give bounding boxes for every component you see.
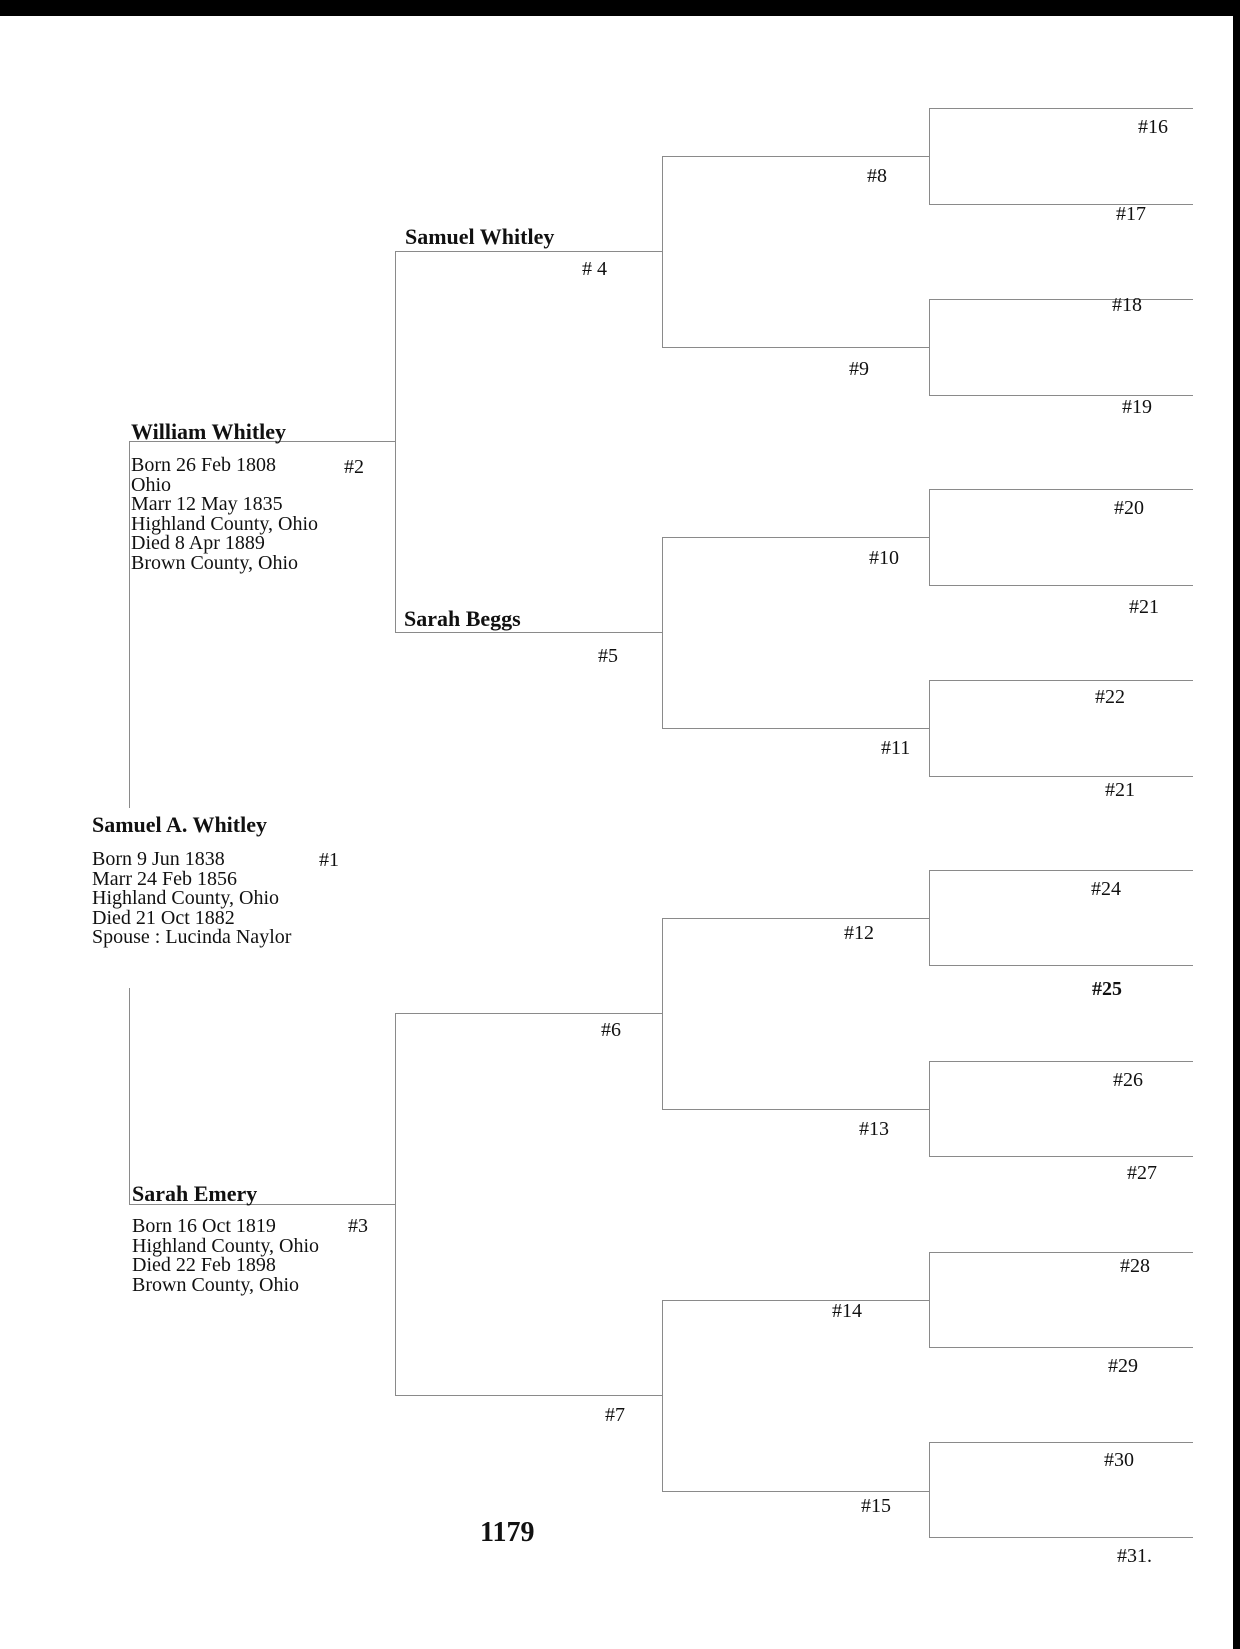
person-1-name: Samuel A. Whitley xyxy=(92,812,268,837)
detail-line: Marr 12 May 1835 xyxy=(131,493,283,515)
line-person-7 xyxy=(395,1395,662,1396)
line-person-27 xyxy=(929,1156,1193,1157)
ancestor-number-16: #16 xyxy=(1138,116,1168,138)
ancestor-number-21: #21 xyxy=(1129,596,1159,618)
line-person-9 xyxy=(662,347,929,348)
detail-line: Highland County, Ohio xyxy=(131,512,319,535)
ancestor-number-11: #11 xyxy=(881,737,911,759)
line-person-14 xyxy=(662,1300,929,1301)
person-5-name: Sarah Beggs xyxy=(404,606,521,631)
person-5-number: #5 xyxy=(598,645,618,667)
line-person-22 xyxy=(929,680,1193,681)
ancestor-number-25: #25 xyxy=(1092,978,1122,1000)
person-2-name: William Whitley xyxy=(131,419,287,444)
line-person-15 xyxy=(662,1491,929,1492)
page-number: 1179 xyxy=(480,1517,535,1548)
ancestor-number-19: #19 xyxy=(1122,396,1152,418)
ancestor-number-17: #17 xyxy=(1116,203,1146,225)
connector-11-parents xyxy=(929,680,930,776)
connector-9-parents xyxy=(929,299,930,395)
detail-line: Died 8 Apr 1889 xyxy=(131,532,265,554)
connector-6-parents xyxy=(662,918,663,1109)
detail-line: Highland County, Ohio xyxy=(132,1234,320,1257)
line-person-20 xyxy=(929,489,1193,490)
line-person-18 xyxy=(929,299,1193,300)
person-3-details xyxy=(132,1217,319,1295)
connector-4-parents xyxy=(662,156,663,347)
connector-10-parents xyxy=(929,489,930,585)
ancestor-number-14: #14 xyxy=(832,1300,862,1322)
ancestor-number-13: #13 xyxy=(859,1118,889,1140)
line-person-12 xyxy=(662,918,929,919)
connector-13-parents xyxy=(929,1061,930,1156)
line-person-5 xyxy=(395,632,662,633)
person-2-details xyxy=(131,456,318,573)
ancestor-number-29: #29 xyxy=(1108,1355,1138,1377)
line-person-16 xyxy=(929,108,1193,109)
line-person-13 xyxy=(662,1109,929,1110)
ancestor-number-27: #27 xyxy=(1127,1162,1157,1184)
detail-line: Born 16 Oct 1819 xyxy=(132,1215,276,1237)
detail-line: Marr 24 Feb 1856 xyxy=(92,867,237,890)
ancestor-number-20: #20 xyxy=(1114,497,1144,519)
line-person-11 xyxy=(662,728,929,729)
ancestor-number-31: #31. xyxy=(1117,1545,1152,1567)
line-person-23 xyxy=(929,776,1193,777)
person-4-number: # 4 xyxy=(582,258,607,280)
line-person-29 xyxy=(929,1347,1193,1348)
connector-3-parents xyxy=(395,1013,396,1395)
connector-1-to-3 xyxy=(129,988,130,1204)
scan-border-right xyxy=(1233,0,1240,1649)
detail-line: Died 21 Oct 1882 xyxy=(92,906,235,929)
line-person-21 xyxy=(929,585,1193,586)
person-4-name: Samuel Whitley xyxy=(405,224,555,249)
detail-line: Brown County, Ohio xyxy=(132,1273,300,1296)
line-person-26 xyxy=(929,1061,1193,1062)
connector-5-parents xyxy=(662,537,663,728)
person-1-number: #1 xyxy=(319,849,339,871)
ancestor-number-12: #12 xyxy=(844,922,874,944)
line-person-28 xyxy=(929,1252,1193,1253)
line-person-17 xyxy=(929,204,1193,205)
detail-line: Born 26 Feb 1808 xyxy=(131,454,276,476)
person-3-number: #3 xyxy=(348,1215,368,1237)
line-person-6 xyxy=(395,1013,662,1014)
detail-line: Brown County, Ohio xyxy=(131,551,299,574)
ancestor-number-18: #18 xyxy=(1112,294,1142,316)
line-person-19 xyxy=(929,395,1193,396)
connector-2-parents xyxy=(395,251,396,632)
detail-line: Born 9 Jun 1838 xyxy=(92,848,225,870)
ancestor-number-30: #30 xyxy=(1104,1449,1134,1471)
line-person-31 xyxy=(929,1537,1193,1538)
connector-8-parents xyxy=(929,108,930,204)
ancestor-number-15: #15 xyxy=(861,1495,891,1517)
detail-line: Highland County, Ohio xyxy=(92,887,280,909)
person-3-name: Sarah Emery xyxy=(132,1181,258,1206)
ancestor-number-22: #22 xyxy=(1095,686,1125,708)
connector-1-to-2 xyxy=(129,441,130,808)
connector-12-parents xyxy=(929,870,930,965)
ancestor-number-10: #10 xyxy=(869,547,899,569)
line-person-24 xyxy=(929,870,1193,871)
ancestor-number-26: #26 xyxy=(1113,1069,1143,1091)
ancestor-number-9: #9 xyxy=(849,358,869,380)
detail-line: Died 22 Feb 1898 xyxy=(132,1254,276,1276)
line-person-8 xyxy=(662,156,929,157)
ancestor-number-24: #24 xyxy=(1091,878,1121,900)
detail-line: Spouse : Lucinda Naylor xyxy=(92,926,292,948)
person-2-number: #2 xyxy=(344,456,364,478)
connector-14-parents xyxy=(929,1252,930,1347)
ancestor-number-8: #8 xyxy=(867,165,887,187)
line-person-4 xyxy=(395,251,662,252)
line-person-25 xyxy=(929,965,1193,966)
connector-7-parents xyxy=(662,1300,663,1491)
ancestor-number-23: #21 xyxy=(1105,779,1135,801)
ancestor-number-6: #6 xyxy=(601,1019,621,1041)
person-1-details xyxy=(92,850,291,948)
connector-15-parents xyxy=(929,1442,930,1537)
scan-border-top xyxy=(0,0,1240,16)
line-person-30 xyxy=(929,1442,1193,1443)
ancestor-number-28: #28 xyxy=(1120,1255,1150,1277)
line-person-10 xyxy=(662,537,929,538)
detail-line: Ohio xyxy=(131,473,171,496)
ancestor-number-7: #7 xyxy=(605,1404,625,1426)
